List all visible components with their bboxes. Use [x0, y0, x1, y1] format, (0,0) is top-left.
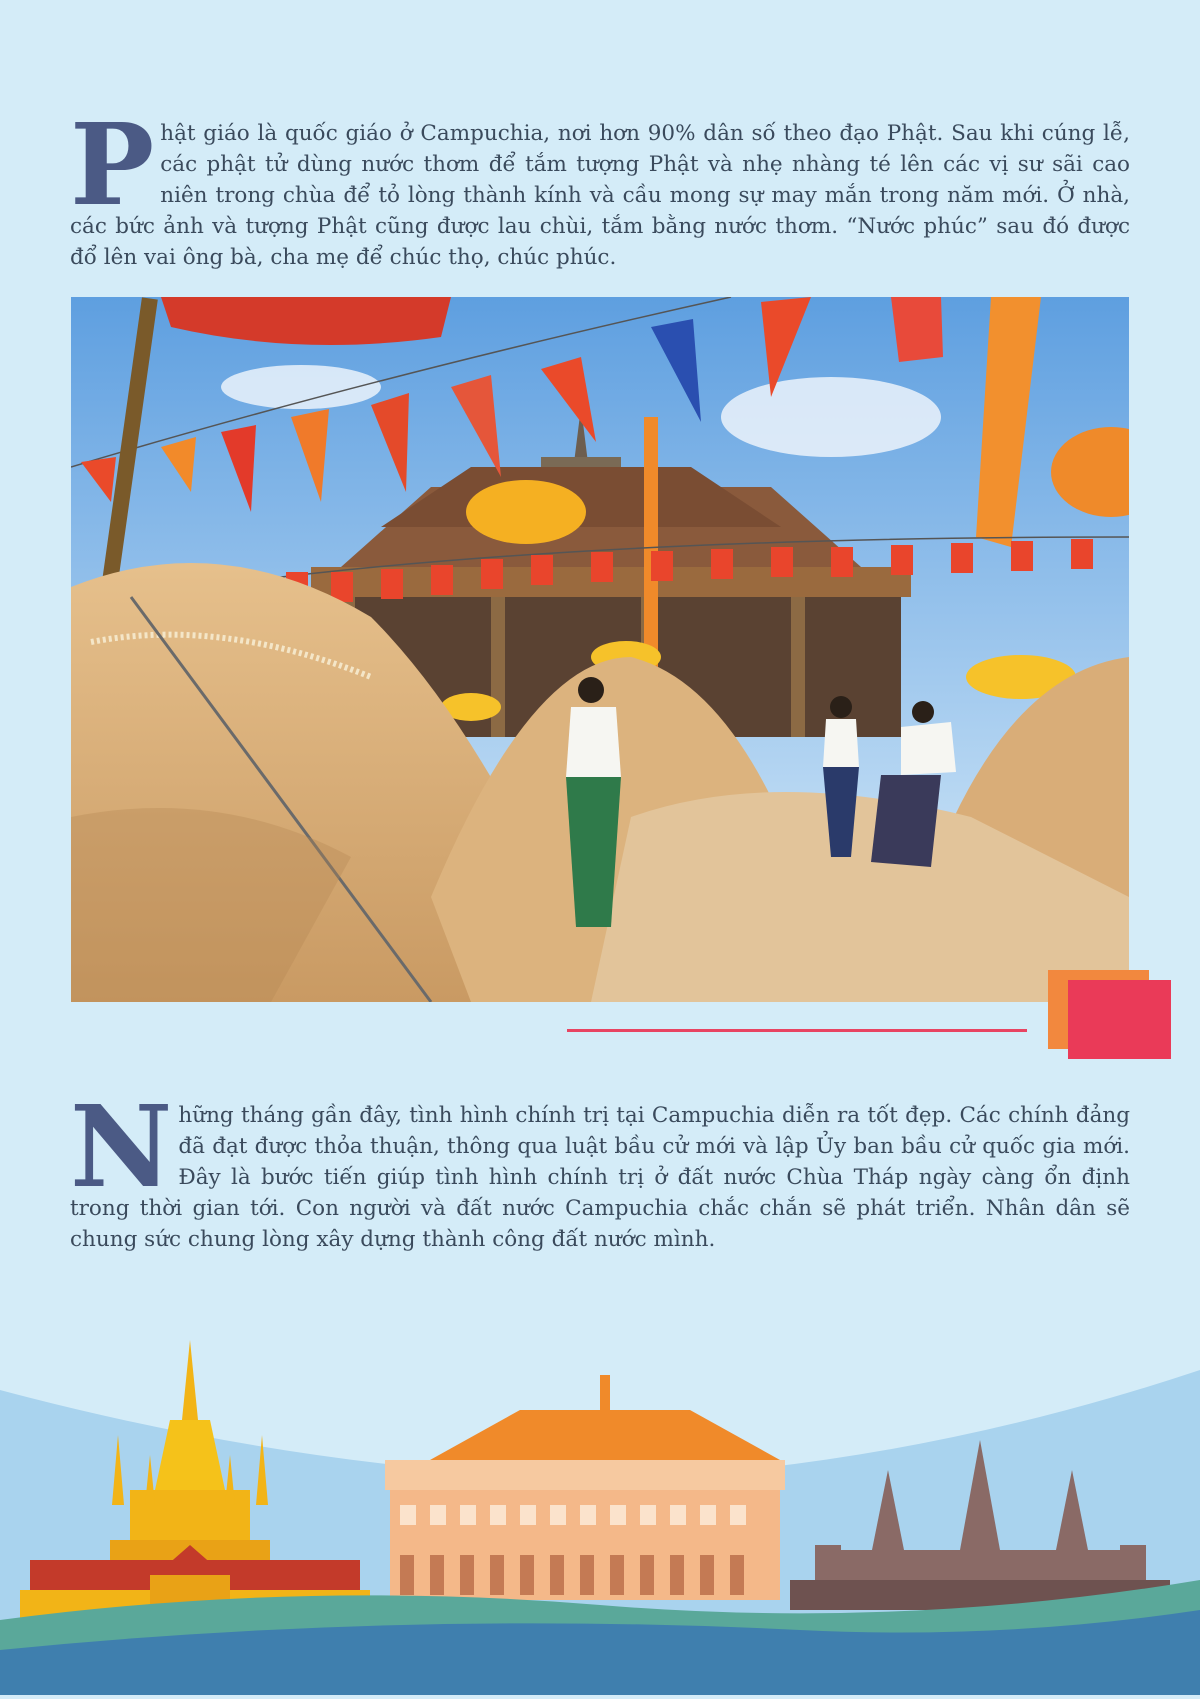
- paragraph-politics-text: hững tháng gần đây, tình hình chính trị tại Campuchia diễn ra tốt đẹp. Các chính đảng đã đạt được thỏa thuận, thông qua luật bầu cử mới và lập Ủy ban bầu cử quốc gia mới. Đây là bước tiến giúp tình hình chính trị ở đất nước Chùa Tháp ngày càng ổn định trong thời gian tới. Con người và đất nước Campuchia chắc chắn sẽ phát triển. Nhân dân sẽ chung sức chung lòng xây dựng thành công đất nước mình.: [70, 1103, 1130, 1252]
- landmarks-skyline-illustration: [0, 1330, 1200, 1695]
- decorative-red-line: [567, 1029, 1027, 1032]
- palace-building-illustration: [385, 1375, 785, 1600]
- dropcap-p: P: [70, 100, 155, 231]
- paragraph-buddhism: [70, 100, 1130, 273]
- paragraph-politics: [70, 1082, 1130, 1255]
- dropcap-n: N: [70, 1082, 173, 1213]
- paragraph-buddhism-text: hật giáo là quốc giáo ở Campuchia, nơi hơn 90% dân số theo đạo Phật. Sau khi cúng lễ, các phật tử dùng nước thơm để tắm tượng Phật và nhẹ nhàng té lên các vị sư sãi cao niên trong chùa để tỏ lòng thành kính và cầu mong sự may mắn trong năm mới. Ở nhà, các bức ảnh và tượng Phật cũng được lau chùi, tắm bằng nước thơm. “Nước phúc” sau đó được đổ lên vai ông bà, cha mẹ để chúc thọ, chúc phúc.: [70, 121, 1130, 270]
- temple-festival-photo: [71, 297, 1129, 1002]
- decorative-red-square: [1068, 980, 1171, 1059]
